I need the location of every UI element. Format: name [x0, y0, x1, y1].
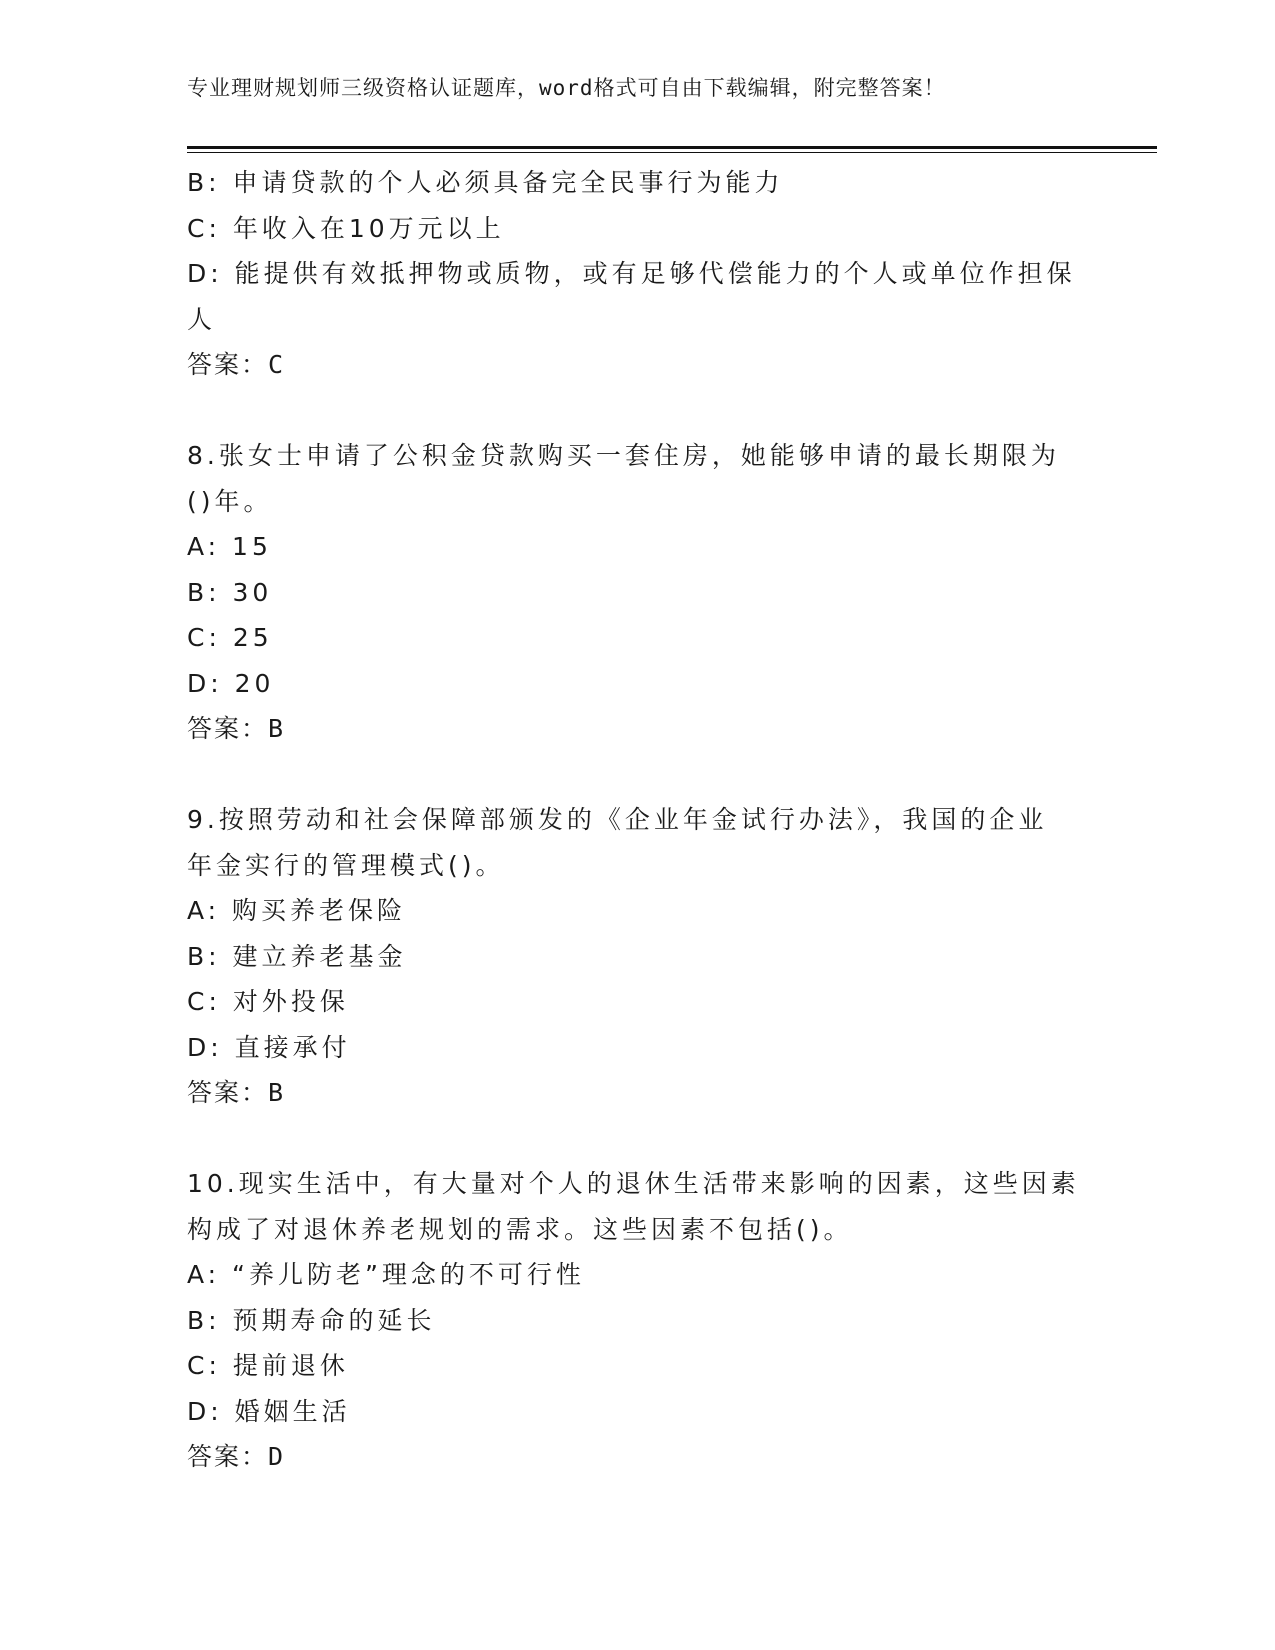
answer: 答案：D: [187, 1442, 286, 1471]
option-d: D: 能提供有效抵押物或质物，或有足够代偿能力的个人或单位作担保: [187, 259, 1076, 288]
option-a: A: 15: [187, 532, 272, 561]
question-content: [187, 160, 1087, 1480]
page-header: 专业理财规划师三级资格认证题库，word格式可自由下载编辑，附完整答案！: [187, 76, 946, 100]
question-7-tail: [187, 160, 1087, 388]
option-d: D: 20: [187, 668, 275, 698]
option-b: B: 申请贷款的个人必须具备完全民事行为能力: [187, 168, 784, 197]
spacer: [187, 388, 1087, 434]
option-a: A: “养儿防老”理念的不可行性: [187, 1260, 585, 1289]
answer: 答案：B: [187, 714, 286, 743]
header-rule-thin: [187, 152, 1157, 153]
answer: 答案：B: [187, 1078, 286, 1107]
option-c: C: 年收入在10万元以上: [187, 213, 505, 243]
question-stem: 8.张女士申请了公积金贷款购买一套住房，她能够申请的最长期限为: [187, 441, 1060, 470]
question-8: [187, 433, 1087, 752]
option-c: C: 提前退休: [187, 1351, 349, 1380]
option-d: D: 婚姻生活: [187, 1396, 351, 1426]
question-stem-continued: 构成了对退休养老规划的需求。这些因素不包括()。: [187, 1214, 853, 1244]
header-rule-thick: [187, 146, 1157, 149]
question-stem-continued: 年金实行的管理模式()。: [187, 850, 505, 880]
question-9: [187, 797, 1087, 1116]
option-b: B: 建立养老基金: [187, 941, 407, 971]
option-b: B: 30: [187, 577, 273, 607]
question-10: [187, 1161, 1087, 1480]
option-b: B: 预期寿命的延长: [187, 1305, 436, 1335]
option-c: C: 25: [187, 623, 273, 652]
option-d-continued: 人: [187, 304, 217, 334]
option-c: C: 对外投保: [187, 987, 349, 1016]
spacer: [187, 752, 1087, 798]
question-stem: 10.现实生活中，有大量对个人的退休生活带来影响的因素，这些因素: [187, 1169, 1080, 1198]
option-d: D: 直接承付: [187, 1032, 351, 1062]
spacer: [187, 1116, 1087, 1162]
question-stem-continued: ()年。: [187, 486, 273, 516]
answer: 答案：C: [187, 350, 286, 379]
question-stem: 9.按照劳动和社会保障部颁发的《企业年金试行办法》，我国的企业: [187, 805, 1048, 834]
option-a: A: 购买养老保险: [187, 896, 407, 925]
